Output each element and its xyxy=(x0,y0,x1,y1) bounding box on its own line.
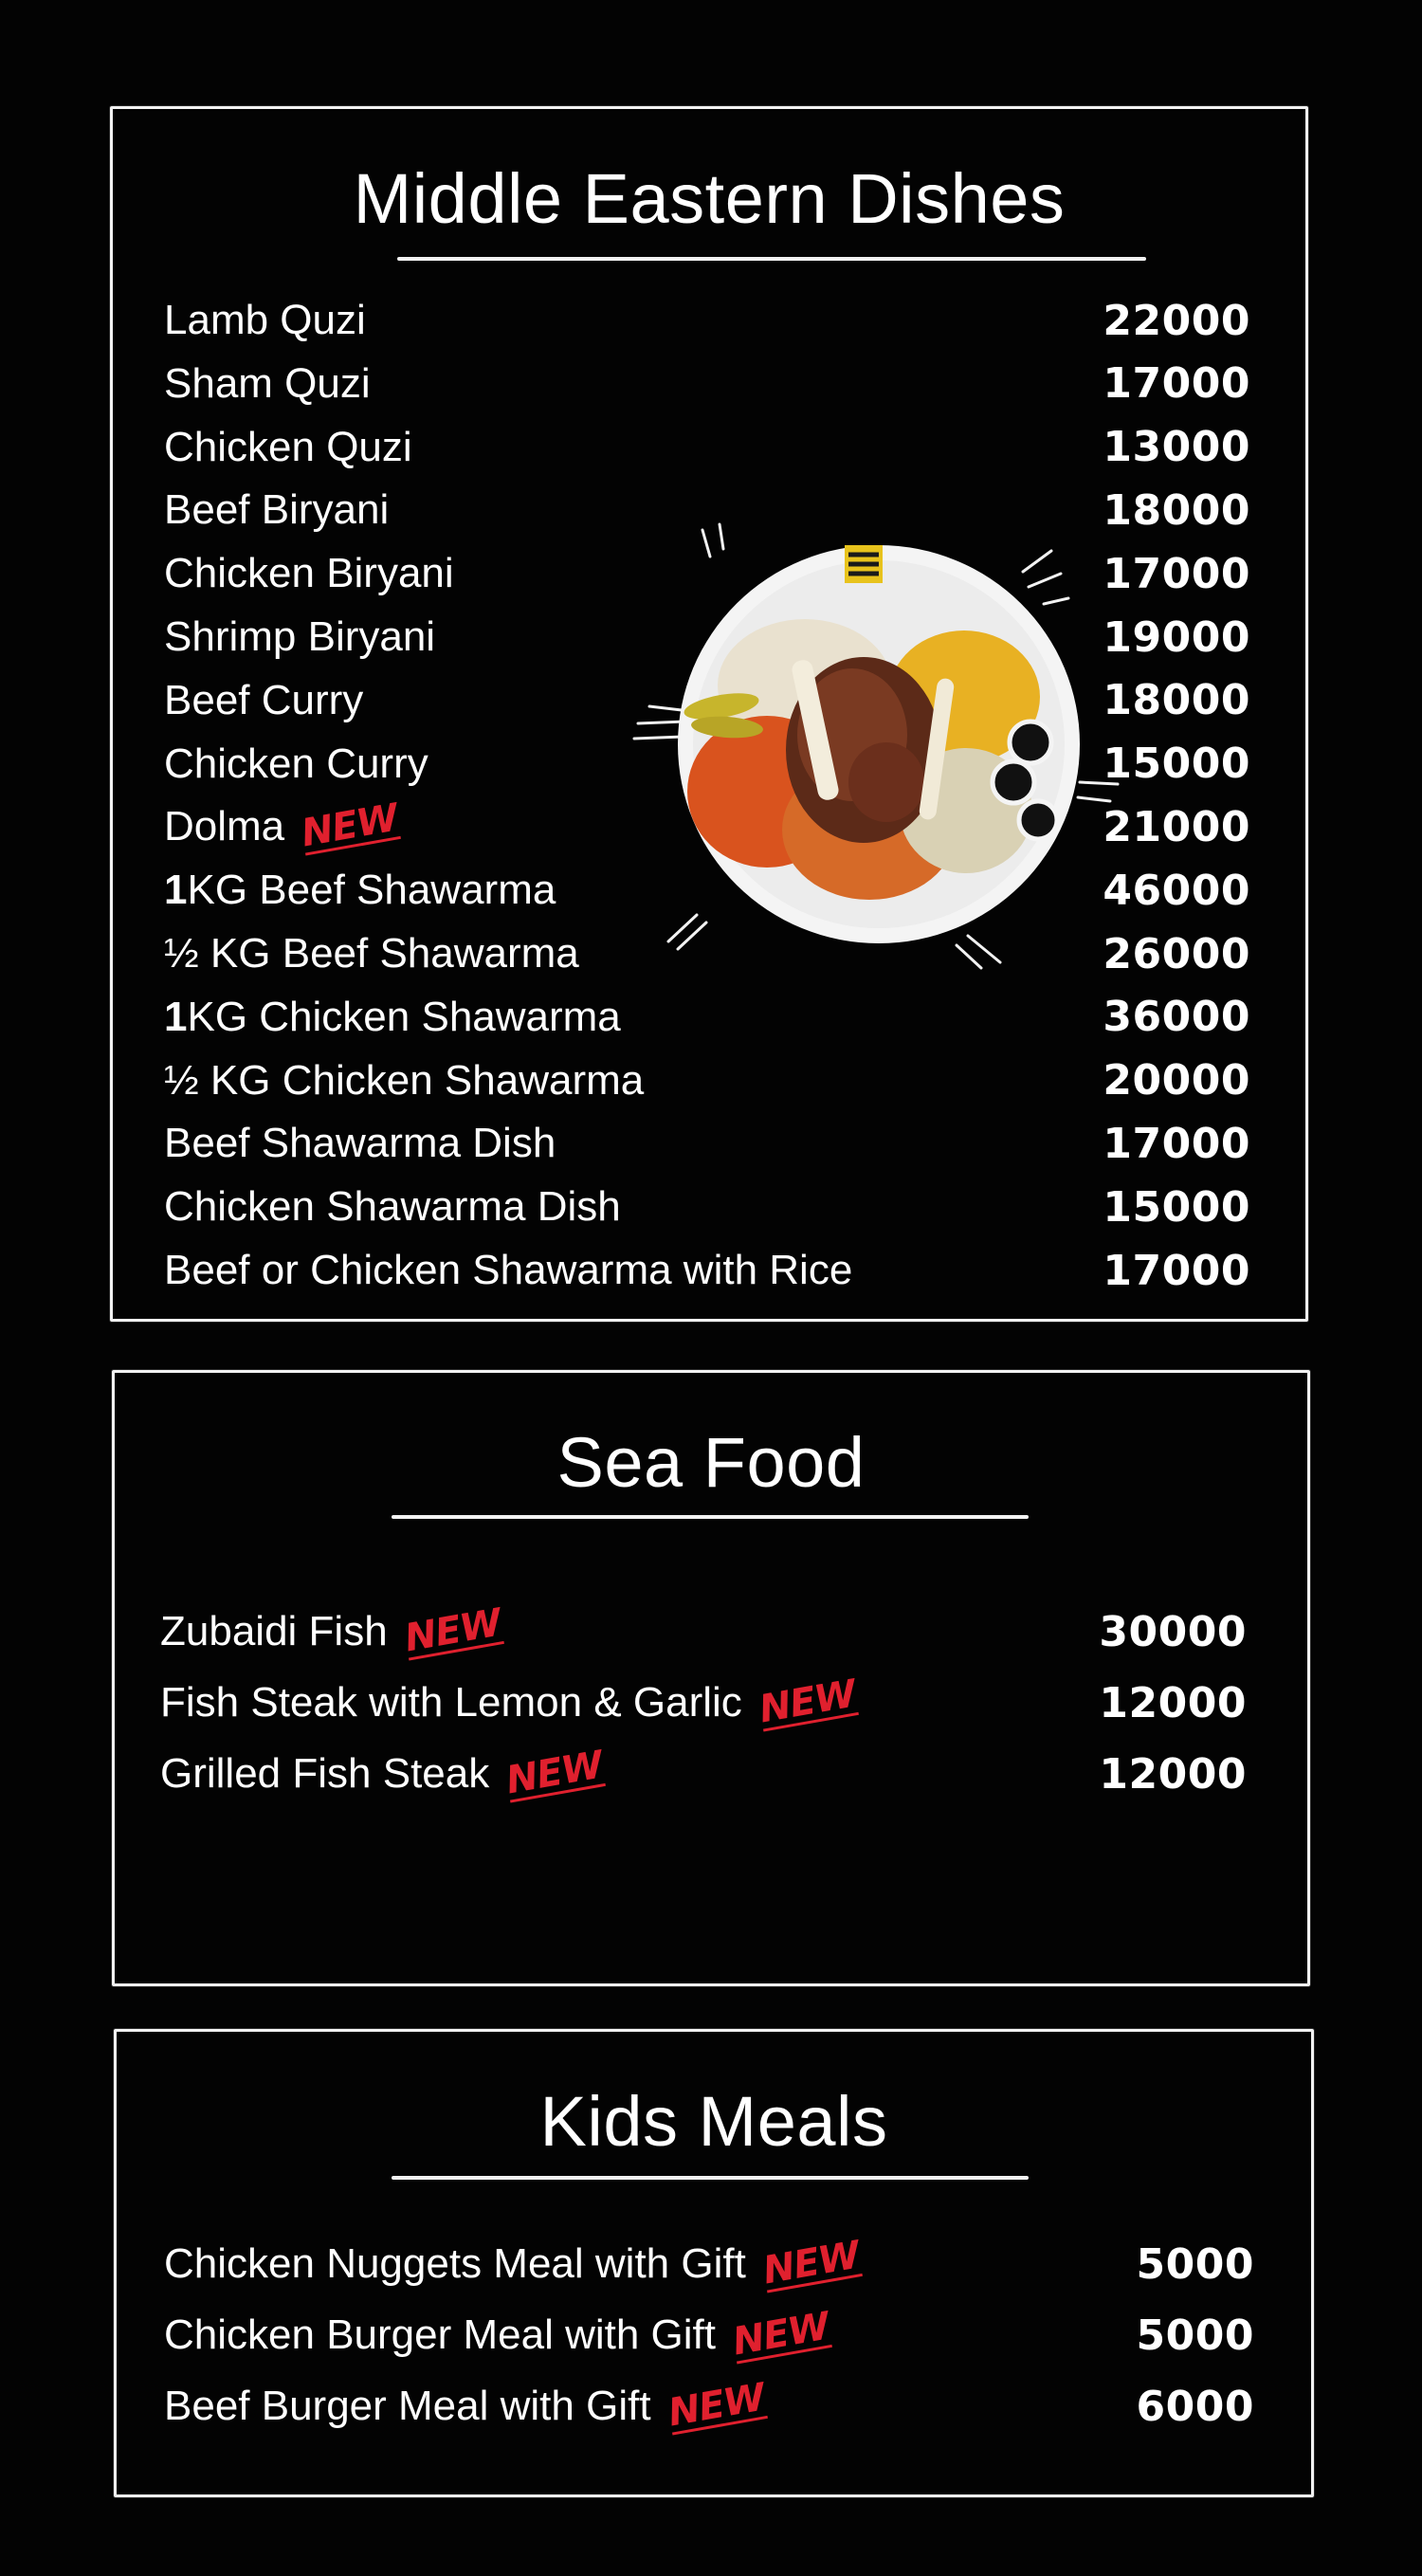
menu-item-name xyxy=(164,740,428,788)
sea-food-panel xyxy=(112,1370,1310,1986)
new-badge: NEW xyxy=(729,2304,832,2365)
menu-item-name xyxy=(164,2304,832,2365)
menu-item xyxy=(160,1672,1247,1734)
menu-item xyxy=(164,795,1250,858)
new-badge: NEW xyxy=(298,795,402,856)
menu-item-price: 18000 xyxy=(1103,485,1250,535)
menu-item-price: 17000 xyxy=(1103,359,1250,409)
kids-meals-panel xyxy=(114,2029,1314,2497)
menu-item-label: ½ KG Beef Shawarma xyxy=(164,930,579,977)
menu-item-price: 13000 xyxy=(1103,423,1250,472)
menu-item xyxy=(164,416,1250,479)
menu-item xyxy=(164,606,1250,668)
menu-item-name xyxy=(164,1183,621,1231)
menu-item-name xyxy=(164,1120,556,1167)
menu-item xyxy=(164,542,1250,605)
menu-item xyxy=(164,2304,1254,2366)
sea-food-title: Sea Food xyxy=(556,1423,866,1502)
menu-item-name xyxy=(160,1743,607,1803)
menu-item-price: 19000 xyxy=(1103,612,1250,662)
menu-item-label: Chicken Biryani xyxy=(164,550,454,597)
menu-item-label: Beef Burger Meal with Gift xyxy=(164,2383,651,2429)
menu-item-price: 12000 xyxy=(1099,1678,1247,1727)
new-badge: NEW xyxy=(665,2375,768,2436)
menu-item-price: 12000 xyxy=(1099,1749,1247,1799)
menu-item-price: 17000 xyxy=(1103,1246,1250,1295)
title-underline xyxy=(392,2176,1029,2180)
menu-item-price: 17000 xyxy=(1103,549,1250,598)
menu-item-label: Dolma xyxy=(164,803,285,850)
menu-item-price: 6000 xyxy=(1136,2382,1254,2431)
menu-item-name xyxy=(164,297,366,344)
menu-item-name xyxy=(160,1672,859,1732)
menu-item-name xyxy=(164,2375,768,2436)
menu-item-label: ½ KG Chicken Shawarma xyxy=(164,1056,645,1104)
menu-item-label: Fish Steak with Lemon & Garlic xyxy=(160,1679,742,1726)
menu-item-label: Chicken Quzi xyxy=(164,423,412,470)
menu-item xyxy=(164,2233,1254,2295)
new-badge: NEW xyxy=(502,1743,607,1803)
menu-item-name xyxy=(164,677,363,724)
menu-item-price: 18000 xyxy=(1103,676,1250,725)
menu-item-name xyxy=(164,994,621,1041)
menu-item-price: 20000 xyxy=(1103,1056,1250,1105)
menu-item-price: 22000 xyxy=(1103,296,1250,345)
menu-item xyxy=(164,733,1250,795)
menu-item xyxy=(164,859,1250,922)
menu-item-quantity: 1 xyxy=(164,867,188,914)
menu-item xyxy=(164,1239,1250,1302)
menu-item-price: 30000 xyxy=(1099,1607,1247,1656)
menu-item xyxy=(164,986,1250,1049)
menu-item-label: Beef or Chicken Shawarma with Rice xyxy=(164,1247,853,1293)
new-badge: NEW xyxy=(759,2233,863,2293)
menu-item xyxy=(164,1050,1250,1112)
menu-item-label: Lamb Quzi xyxy=(164,297,366,343)
menu-item-quantity: 1 xyxy=(164,993,188,1040)
menu-item-label: Chicken Burger Meal with Gift xyxy=(164,2311,716,2358)
menu-item-name xyxy=(160,1600,504,1661)
menu-item-name xyxy=(164,613,435,661)
menu-item-label: Sham Quzi xyxy=(164,359,371,407)
menu-item-name xyxy=(164,360,371,408)
menu-item-name xyxy=(164,1247,852,1294)
menu-item xyxy=(160,1743,1247,1805)
menu-item-name xyxy=(164,550,454,597)
menu-item xyxy=(164,289,1250,352)
menu-item xyxy=(164,1112,1250,1175)
menu-item-name xyxy=(164,867,556,914)
menu-item-price: 17000 xyxy=(1103,1119,1250,1168)
menu-item-price: 36000 xyxy=(1103,993,1250,1042)
menu-item xyxy=(164,353,1250,415)
new-badge: NEW xyxy=(756,1672,859,1732)
menu-item-price: 26000 xyxy=(1103,929,1250,978)
menu-item-label: Chicken Shawarma Dish xyxy=(164,1183,621,1231)
menu-item xyxy=(164,923,1250,985)
menu-item-label: KG Beef Shawarma xyxy=(187,867,556,914)
kids-meals-title: Kids Meals xyxy=(539,2082,888,2161)
menu-item-price: 21000 xyxy=(1103,802,1250,851)
new-badge: NEW xyxy=(401,1600,504,1661)
menu-item-label: Shrimp Biryani xyxy=(164,613,436,660)
menu-item-price: 5000 xyxy=(1136,2239,1254,2289)
menu-item xyxy=(164,2375,1254,2438)
menu-item-label: Chicken Nuggets Meal with Gift xyxy=(164,2240,746,2287)
middle-eastern-title: Middle Eastern Dishes xyxy=(353,159,1066,238)
title-underline xyxy=(392,1515,1029,1519)
menu-item xyxy=(164,479,1250,541)
menu-item-label: Chicken Curry xyxy=(164,740,428,787)
menu-item-name xyxy=(164,2233,863,2293)
title-underline xyxy=(397,257,1146,261)
menu-item-price: 5000 xyxy=(1136,2311,1254,2360)
menu-item-label: Beef Biryani xyxy=(164,486,390,534)
menu-item-name xyxy=(164,424,412,471)
menu-item-label: Grilled Fish Steak xyxy=(160,1750,490,1797)
menu-item-price: 15000 xyxy=(1103,740,1250,789)
middle-eastern-panel xyxy=(110,106,1308,1322)
menu-item-label: Zubaidi Fish xyxy=(160,1608,388,1654)
menu-item-label: Beef Shawarma Dish xyxy=(164,1120,556,1167)
menu-item xyxy=(164,1176,1250,1238)
menu-item-price: 15000 xyxy=(1103,1182,1250,1232)
menu-item-label: KG Chicken Shawarma xyxy=(187,993,621,1040)
menu-item-label: Beef Curry xyxy=(164,676,364,723)
menu-item-name xyxy=(164,486,389,534)
menu-item-name xyxy=(164,1057,644,1105)
menu-item-name xyxy=(164,930,579,977)
menu-item-price: 46000 xyxy=(1103,866,1250,915)
menu-item xyxy=(164,669,1250,732)
menu-item-name xyxy=(164,795,402,856)
menu-item xyxy=(160,1600,1247,1663)
